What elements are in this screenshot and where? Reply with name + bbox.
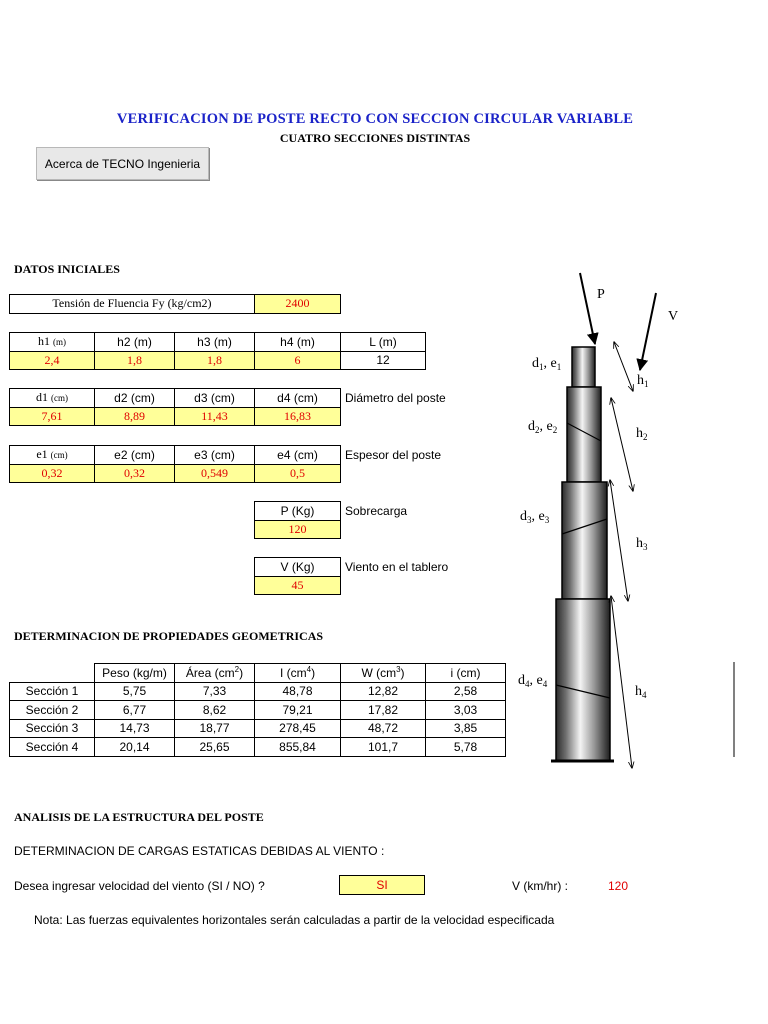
thickness-note: Espesor del poste <box>345 448 442 462</box>
d4e4-label: $d_4$, $e_4$ <box>518 673 548 689</box>
h2-label: $h_2$ <box>636 426 648 442</box>
v-note: Viento en el tablero <box>345 560 449 574</box>
speed-value[interactable]: 120 <box>608 879 629 893</box>
property-cell: 3,03 <box>426 701 506 720</box>
col-peso: Peso (kg/m) <box>95 664 175 683</box>
l-header: L (m) <box>341 333 426 352</box>
h4-value[interactable]: 6 <box>255 351 341 370</box>
diameter-note: Diámetro del poste <box>345 391 446 405</box>
property-cell: 6,77 <box>95 701 175 720</box>
wind-answer-input[interactable]: SI <box>339 875 425 895</box>
h1-label: $h_1$ <box>637 373 649 389</box>
property-cell: 48,72 <box>341 719 426 738</box>
d4-header: d4 (cm) <box>255 389 341 408</box>
property-cell: 12,82 <box>341 682 426 701</box>
property-cell: 5,75 <box>95 682 175 701</box>
p-note: Sobrecarga <box>345 504 408 518</box>
property-cell: 5,78 <box>426 738 506 757</box>
col-inercia: I $(cm^4)$ <box>255 664 341 683</box>
d1-header: d1 (cm) <box>10 389 95 408</box>
col-modulo: W $(cm^3)$ <box>341 664 426 683</box>
d3e3-label: $d_3$, $e_3$ <box>520 509 550 525</box>
load-v-table <box>254 557 341 595</box>
h4-header: h4 (m) <box>255 333 341 352</box>
d3-value[interactable]: 11,43 <box>175 407 255 426</box>
load-p-table <box>254 501 341 539</box>
property-cell: 25,65 <box>175 738 255 757</box>
wind-question: Desea ingresar velocidad del viento (SI / NO) ? <box>14 879 265 893</box>
table-row <box>10 682 506 701</box>
h4-label: $h_4$ <box>635 684 647 700</box>
pole-diagram <box>500 270 750 780</box>
h3-header: h3 (m) <box>175 333 255 352</box>
section-name: Sección 3 <box>10 719 95 738</box>
v-value[interactable]: 45 <box>255 576 341 595</box>
property-cell: 17,82 <box>341 701 426 720</box>
e4-value[interactable]: 0,5 <box>255 464 341 483</box>
property-cell: 3,85 <box>426 719 506 738</box>
d1-value[interactable]: 7,61 <box>10 407 95 426</box>
section-name: Sección 4 <box>10 738 95 757</box>
h4-dimension <box>611 596 632 768</box>
e2-header: e2 (cm) <box>95 446 175 465</box>
section-name: Sección 2 <box>10 701 95 720</box>
property-cell: 14,73 <box>95 719 175 738</box>
heights-table <box>9 332 426 370</box>
h3-dimension <box>610 480 628 601</box>
e3-header: e3 (cm) <box>175 446 255 465</box>
e2-value[interactable]: 0,32 <box>95 464 175 483</box>
property-cell: 278,45 <box>255 719 341 738</box>
load-p-label: P <box>597 287 605 302</box>
corner-cell <box>10 664 95 683</box>
load-v-arrow <box>640 293 656 370</box>
propiedades-table <box>9 663 506 757</box>
d4-value[interactable]: 16,83 <box>255 407 341 426</box>
h2-value[interactable]: 1,8 <box>95 351 175 370</box>
p-header: P (Kg) <box>255 502 341 521</box>
property-cell: 48,78 <box>255 682 341 701</box>
h1-dimension <box>614 342 633 391</box>
e1-header: e1 (cm) <box>10 446 95 465</box>
fy-table <box>9 294 341 314</box>
propiedades-heading: DETERMINACION DE PROPIEDADES GEOMETRICAS <box>14 629 324 643</box>
d2-header: d2 (cm) <box>95 389 175 408</box>
load-p-arrow <box>580 273 595 344</box>
about-button[interactable]: Acerca de TECNO Ingenieria <box>36 147 209 180</box>
h3-label: $h_3$ <box>636 536 648 552</box>
l-value: 12 <box>341 351 426 370</box>
load-v-label: V <box>668 309 679 324</box>
property-cell: 79,21 <box>255 701 341 720</box>
speed-label: V (km/hr) : <box>512 879 568 893</box>
datos-iniciales-heading: DATOS INICIALES <box>14 262 120 276</box>
velocity-note: Nota: Las fuerzas equivalentes horizontales serán calculadas a partir de la velocidad especificada <box>34 913 555 927</box>
thickness-table <box>9 445 341 483</box>
property-cell: 2,58 <box>426 682 506 701</box>
h1-value[interactable]: 2,4 <box>10 351 95 370</box>
fy-value[interactable]: 2400 <box>255 295 341 314</box>
table-row <box>10 719 506 738</box>
pole-section-4 <box>556 599 610 761</box>
e4-header: e4 (cm) <box>255 446 341 465</box>
page-title: VERIFICACION DE POSTE RECTO CON SECCION CIRCULAR VARIABLE <box>116 111 634 127</box>
cargas-subheading: DETERMINACION DE CARGAS ESTATICAS DEBIDAS AL VIENTO : <box>14 844 385 858</box>
section-name: Sección 1 <box>10 682 95 701</box>
property-cell: 7,33 <box>175 682 255 701</box>
h2-dimension <box>611 398 633 491</box>
d3-header: d3 (cm) <box>175 389 255 408</box>
property-cell: 855,84 <box>255 738 341 757</box>
pole-section-2 <box>567 387 601 482</box>
e1-value[interactable]: 0,32 <box>10 464 95 483</box>
table-row <box>10 738 506 757</box>
pole-section-3 <box>562 482 607 599</box>
col-radio: i (cm) <box>426 664 506 683</box>
page-subtitle: CUATRO SECCIONES DISTINTAS <box>279 131 471 145</box>
pole-section-1 <box>572 347 595 387</box>
property-cell: 8,62 <box>175 701 255 720</box>
h2-header: h2 (m) <box>95 333 175 352</box>
diameters-table <box>9 388 341 426</box>
table-row <box>10 701 506 720</box>
d1e1-label: $d_1$, $e_1$ <box>532 356 562 372</box>
d2-value[interactable]: 8,89 <box>95 407 175 426</box>
property-cell: 18,77 <box>175 719 255 738</box>
analisis-heading: ANALISIS DE LA ESTRUCTURA DEL POSTE <box>14 810 264 824</box>
col-area: Área $(cm^2)$ <box>175 664 255 683</box>
h1-header: h1 (m) <box>10 333 95 352</box>
property-cell: 101,7 <box>341 738 426 757</box>
d2e2-label: $d_2$, $e_2$ <box>528 419 558 435</box>
v-header: V (Kg) <box>255 558 341 577</box>
h3-value[interactable]: 1,8 <box>175 351 255 370</box>
p-value[interactable]: 120 <box>255 520 341 539</box>
property-cell: 20,14 <box>95 738 175 757</box>
e3-value[interactable]: 0,549 <box>175 464 255 483</box>
fy-label: Tensión de Fluencia Fy (kg/cm2) <box>10 295 255 314</box>
